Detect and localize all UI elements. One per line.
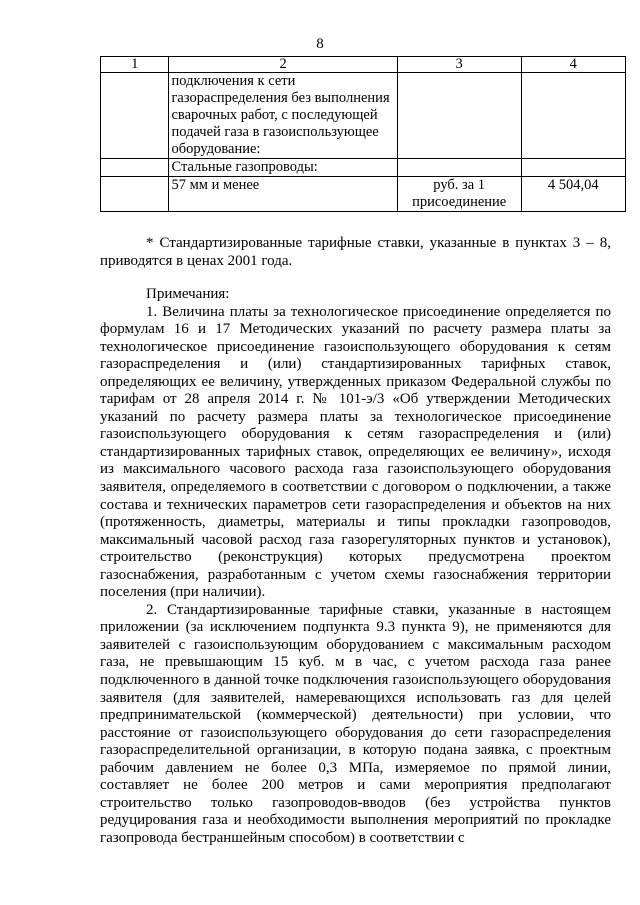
table-cell xyxy=(521,73,625,159)
table-cell xyxy=(101,159,169,177)
table-row xyxy=(101,73,626,159)
note-item-1: 1. Величина платы за технологическое присоединение определяется по формулам 16 и 17 Методических указаний по расчету размера платы за технологическое присоединение газоиспользующего оборудования к сетям газораспределения и (или) стандартизированных тарифных ставок, определяющих ее величину, утвержденных приказом Федеральной службы по тарифам от 28 апреля 2014 г. № 101-э/3 «Об утверждении Методических указаний по расчету размера платы за технологическое присоединение газоиспользующего оборудования к сетям газораспределения и (или) стандартизированных тарифных ставок, определяющих ее величину», исходя из максимального часового расхода газа газоиспользующего оборудования заявителя, определяемого в соответствии с договором о подключении, а также состава и технических параметров сети газораспределения и объектов на них (протяженность, диаметры, материалы и типы прокладки газопроводов, максимальный часовой расход газа газорегуляторных пунктов и установок), строительство (реконструкция) которых предусмотрена проектом газоснабжения, разработанным с учетом схемы газоснабжения территории поселения (при наличии). xyxy=(100,303,611,601)
table-row xyxy=(101,177,626,212)
table-cell-unit: руб. за 1 присоединение xyxy=(397,177,521,212)
tariff-table xyxy=(100,56,626,212)
table-cell: подключения к сети газораспределения без выполнения сварочных работ, с последующей подачей газа в газоиспользующее оборудование: xyxy=(169,73,397,159)
table-cell: 57 мм и менее xyxy=(169,177,397,212)
table-cell xyxy=(101,73,169,159)
column-header: 3 xyxy=(397,57,521,73)
table-cell xyxy=(397,73,521,159)
table-cell-price: 4 504,04 xyxy=(521,177,625,212)
notes-heading: Примечания: xyxy=(146,286,230,302)
table-cell xyxy=(521,159,625,177)
column-header: 2 xyxy=(169,57,397,73)
table-cell xyxy=(101,177,169,212)
footnote xyxy=(100,235,611,270)
table-row xyxy=(101,159,626,177)
footnote-text: * Стандартизированные тарифные ставки, указанные в пунктах 3 – 8, приводятся в ценах 2001 года. xyxy=(100,235,611,269)
table-cell xyxy=(397,159,521,177)
notes-section xyxy=(100,286,611,848)
note-item-2: 2. Стандартизированные тарифные ставки, указанные в настоящем приложении (за исключением подпункта 9.3 пункта 9), не применяются для заявителей с газоиспользующим оборудованием с максимальным расходом газа, не превышающим 15 куб. м в час, с учетом расхода газа ранее подключенного в данной точке подключения газоиспользующего оборудования заявителя (для заявителей, намеревающихся использовать газ для целей предпринимательской (коммерческой) деятельности) при условии, что расстояние от газоиспользующего оборудования до сети газораспределения газораспределительной организации, в которую подана заявка, с проектным рабочим давлением не более 0,3 МПа, измеряемое по прямой линии, составляет не более 200 метров и сами мероприятия предполагают строительство только газопроводов-вводов (без устройства пунктов редуцирования газа и необходимости выполнения мероприятий по прокладке газопровода бестраншейным способом) в соответствии с xyxy=(100,601,611,846)
table-cell: Стальные газопроводы: xyxy=(169,159,397,177)
column-header: 4 xyxy=(521,57,625,73)
table-header-row xyxy=(101,57,626,73)
page-number: 8 xyxy=(316,36,324,52)
column-header: 1 xyxy=(101,57,169,73)
